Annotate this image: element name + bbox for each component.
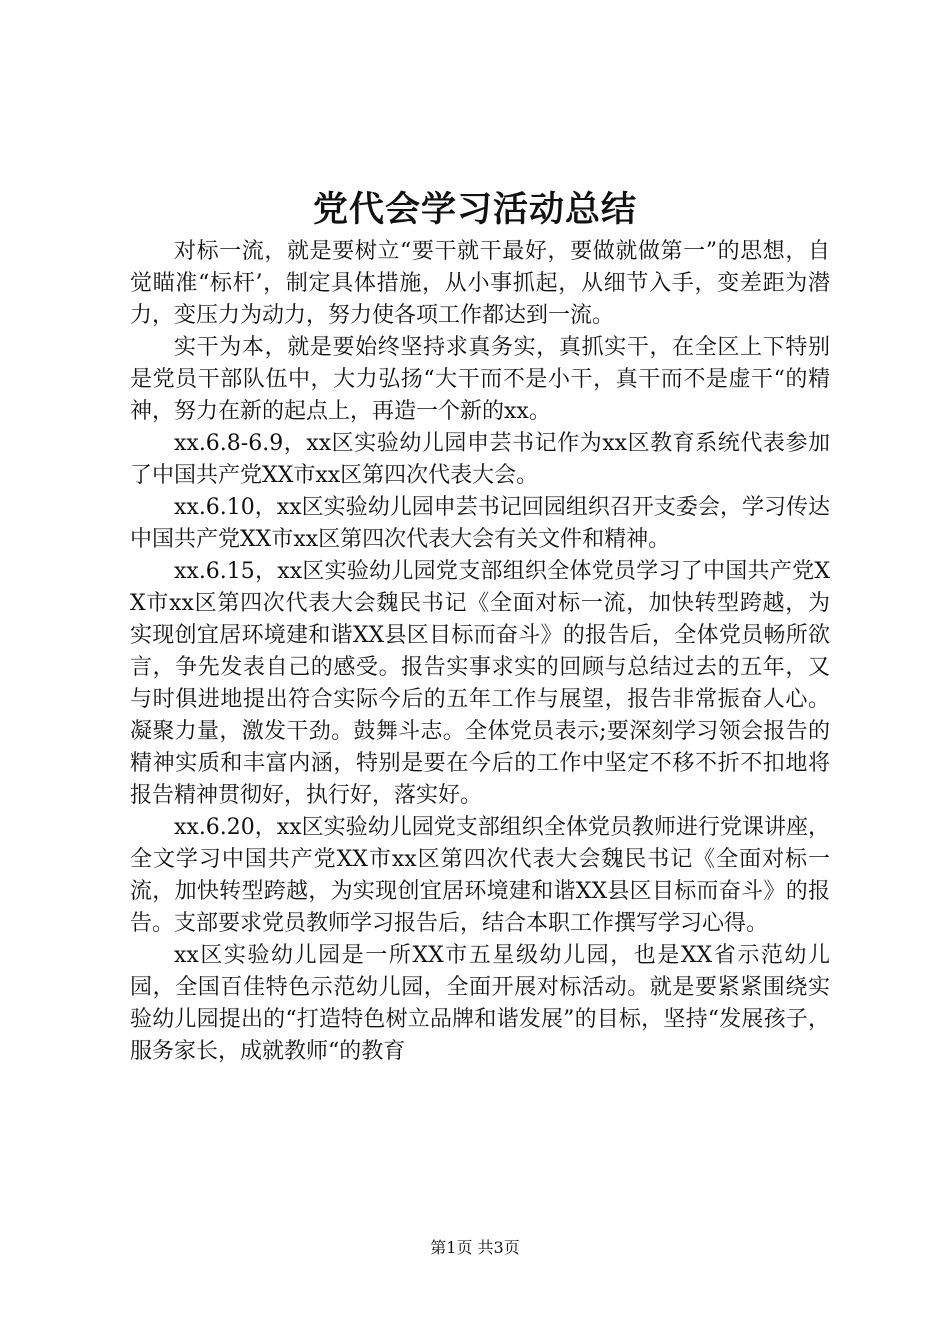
paragraph-3: xx.6.8-6.9，xx区实验幼儿园申芸书记作为xx区教育系统代表参加了中国共产党XX市xx区第四次代表大会。 bbox=[130, 431, 830, 488]
paragraph-4: xx.6.10，xx区实验幼儿园申芸书记回园组织召开支委会，学习传达中国共产党XX市xx区第四次代表大会有关文件和精神。 bbox=[130, 495, 830, 552]
paragraph-1: 对标一流，就是要树立“要干就干最好，要做就做第一”的思想，自觉瞄准“标杆’，制定具体措施，从小事抓起，从细节入手，变差距为潜力，变压力为动力，努力使各项工作都达到一流。 bbox=[130, 239, 830, 328]
page-number-footer: 第1页 共3页 bbox=[430, 1238, 520, 1257]
document-title: 党代会学习活动总结 bbox=[312, 189, 637, 230]
document-body bbox=[130, 236, 830, 1068]
paragraph-6: xx.6.20，xx区实验幼儿园党支部组织全体党员教师进行党课讲座，全文学习中国共产党XX市xx区第四次代表大会魏民书记《全面对标一流，加快转型跨越，为实现创宜居环境建和谐XX县区目标而奋斗》的报告。支部要求党员教师学习报告后，结合本职工作撰写学习心得。 bbox=[130, 815, 830, 936]
paragraph-2: 实干为本，就是要始终坚持求真务实，真抓实干，在全区上下特别是党员干部队伍中，大力弘扬“大干而不是小干，真干而不是虚干“的精神，努力在新的起点上，再造一个新的xx。 bbox=[130, 335, 830, 424]
paragraph-5: xx.6.15，xx区实验幼儿园党支部组织全体党员学习了中国共产党XX市xx区第四次代表大会魏民书记《全面对标一流，加快转型跨越，为实现创宜居环境建和谐XX县区目标而奋斗》的报告后，全体党员畅所欲言，争先发表自己的感受。报告实事求实的回顾与总结过去的五年，又与时俱进地提出符合实际今后的五年工作与展望，报告非常振奋人心。凝聚力量，激发干劲。鼓舞斗志。全体党员表示;要深刻学习领会报告的精神实质和丰富内涵，特别是要在今后的工作中坚定不移不折不扣地将报告精神贯彻好，执行好，落实好。 bbox=[130, 559, 830, 808]
paragraph-7: xx区实验幼儿园是一所XX市五星级幼儿园，也是XX省示范幼儿园，全国百佳特色示范幼儿园，全面开展对标活动。就是要紧紧围绕实验幼儿园提出的“打造特色树立品牌和谐发展”的目标，坚持“发展孩子，服务家长，成就教师“的教育 bbox=[130, 943, 830, 1064]
